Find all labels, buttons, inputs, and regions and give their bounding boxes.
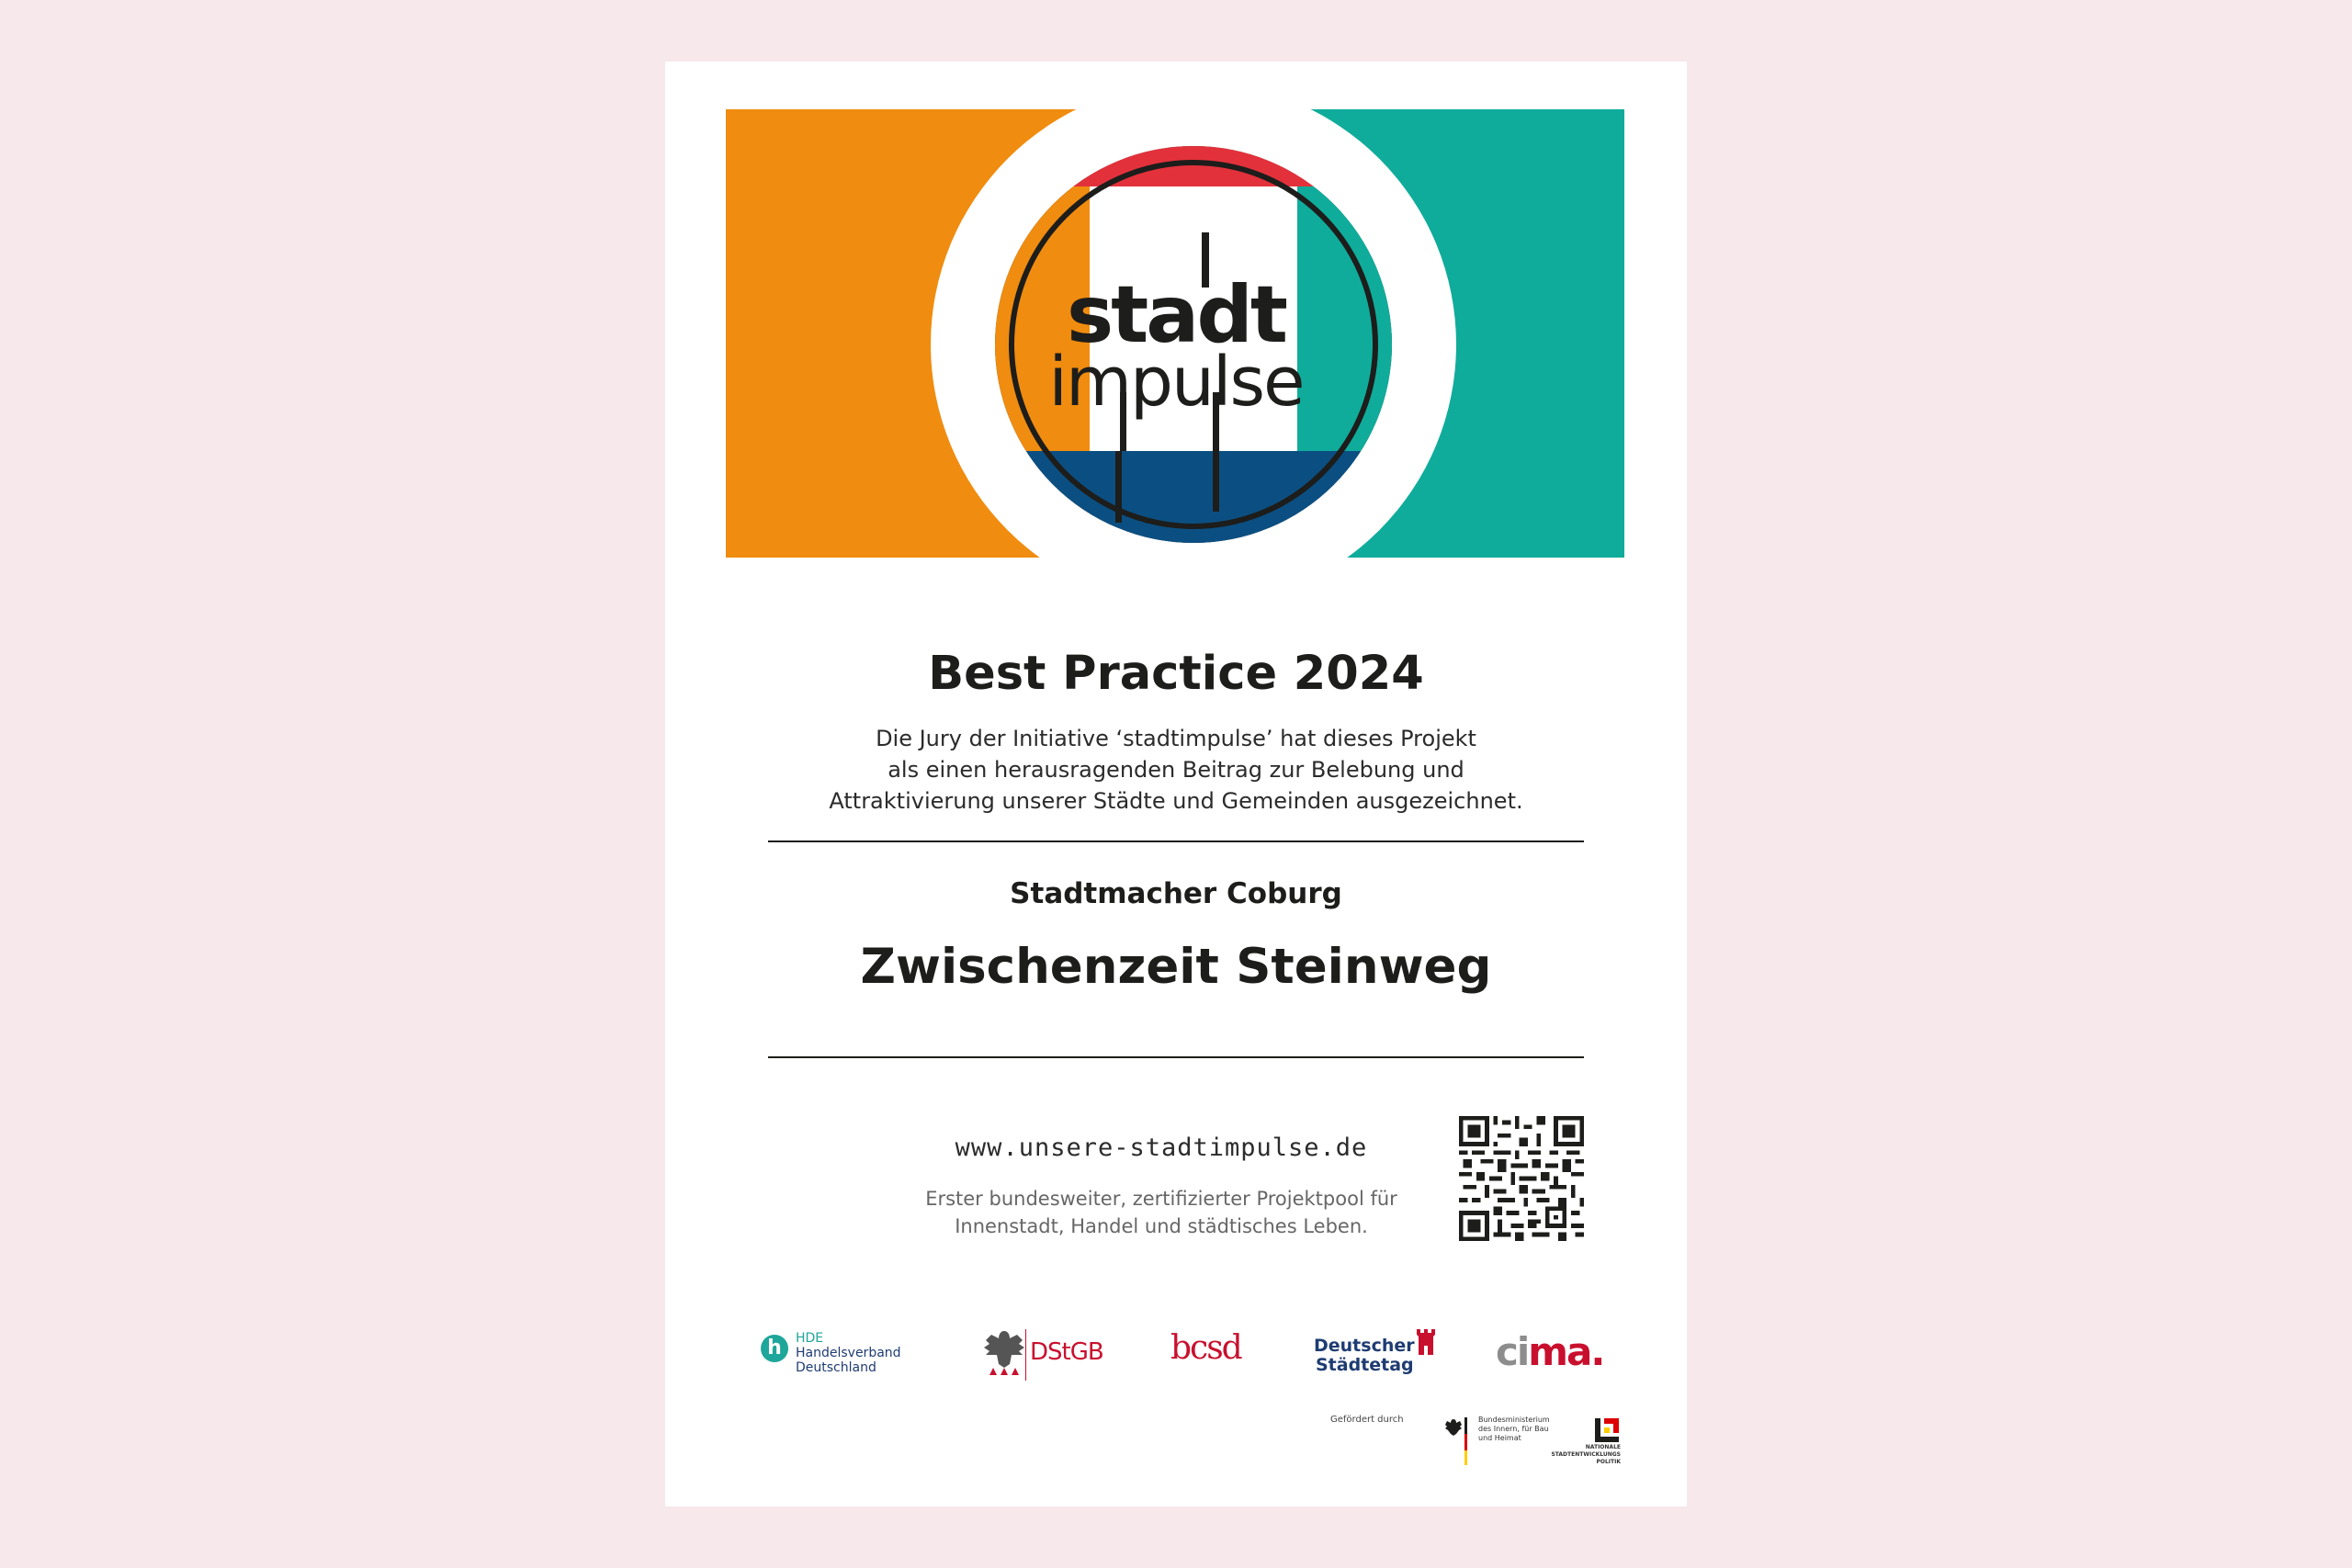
hde-wordmark: HDE Handelsverband Deutschland	[796, 1331, 901, 1375]
certificate-description	[775, 723, 1577, 817]
eagle-flag-icon	[1444, 1416, 1474, 1467]
divider-bottom	[768, 1056, 1584, 1058]
logo-word-stadt: stadt	[1066, 269, 1285, 361]
certificate-sheet	[665, 62, 1687, 1506]
tagline-line: Erster bundesweiter, zertifizierter Projektpool für	[925, 1188, 1397, 1210]
logo-word-impulse: impulse	[1048, 343, 1304, 422]
staedtetag-wordmark: Deutscher Städtetag	[1314, 1336, 1415, 1375]
funded-by-label: Gefördert durch	[1330, 1415, 1404, 1425]
nsp-wordmark: NATIONALE STADTENTWICKLUNGS POLITIK	[1551, 1444, 1621, 1465]
hero-banner	[665, 62, 1687, 649]
partner-logo-bcsd: bcsd	[1170, 1329, 1241, 1367]
description-line: als einen herausragenden Beitrag zur Belebung und	[888, 757, 1464, 783]
partner-logo-cima: cima.	[1496, 1329, 1604, 1374]
partner-logo-staedtetag	[1314, 1327, 1442, 1392]
partner-logo-dstgb	[982, 1327, 1111, 1392]
partner-logo-hde	[761, 1327, 917, 1392]
eagle-icon	[982, 1327, 1026, 1382]
ministry-logo	[1444, 1416, 1555, 1471]
nsp-logo	[1542, 1416, 1624, 1472]
website-link[interactable]: www.unsere-stadtimpulse.de	[955, 1134, 1368, 1162]
qr-code-icon[interactable]	[1459, 1116, 1584, 1241]
hde-icon: h	[761, 1335, 788, 1362]
tagline	[886, 1185, 1437, 1240]
nsp-icon	[1593, 1416, 1621, 1444]
description-line: Attraktivierung unserer Städte und Gemeinden ausgezeichnet.	[829, 788, 1523, 814]
project-name: Zwischenzeit Steinweg	[860, 939, 1492, 995]
divider-top	[768, 840, 1584, 842]
description-line: Die Jury der Initiative ‘stadtimpulse’ hat dieses Projekt	[876, 726, 1476, 751]
dstgb-wordmark: DStGB	[1030, 1338, 1103, 1366]
certificate-title: Best Practice 2024	[928, 647, 1424, 701]
ministry-wordmark: Bundesministerium des Innern, für Bau und Heimat	[1478, 1416, 1550, 1442]
castle-icon	[1413, 1327, 1439, 1360]
organization-name: Stadtmacher Coburg	[1010, 877, 1342, 910]
tagline-line: Innenstadt, Handel und städtisches Leben.	[955, 1215, 1368, 1237]
